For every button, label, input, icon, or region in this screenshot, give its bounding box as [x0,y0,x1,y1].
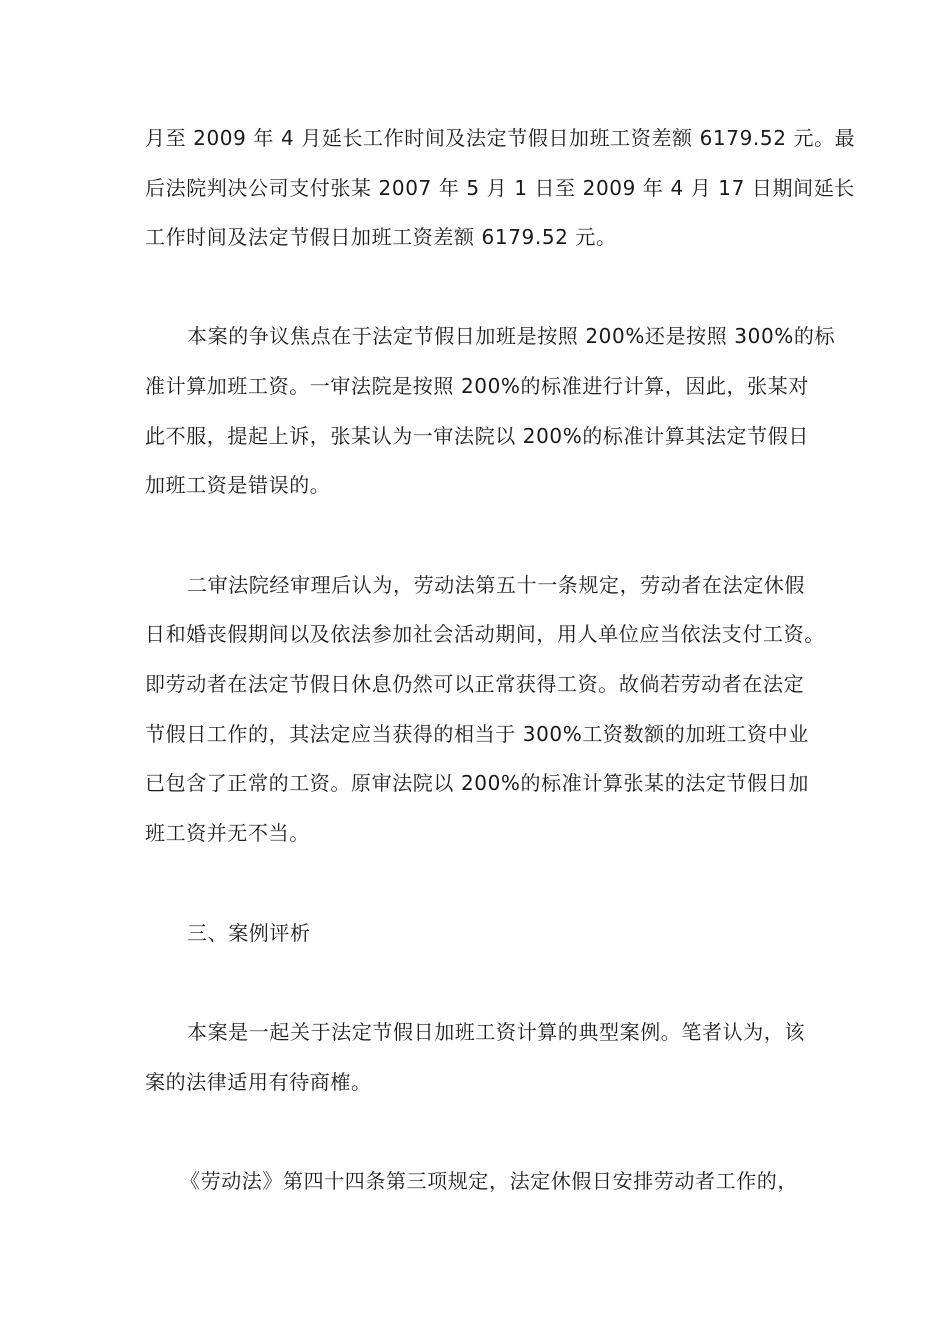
paragraph-1-line-2: 后法院判决公司支付张某 2007 年 5 月 1 日至 2009 年 4 月 17 日期间延长 [145,176,855,200]
paragraph-3-line-1: 二审法院经审理后认为，劳动法第五十一条规定，劳动者在法定休假 [187,573,805,597]
paragraph-1-line-1: 月至 2009 年 4 月延长工作时间及法定节假日加班工资差额 6179.52 元。最 [145,126,856,150]
paragraph-3-line-3: 即劳动者在法定节假日休息仍然可以正常获得工资。故倘若劳动者在法定 [145,672,805,696]
paragraph-2-line-1: 本案的争议焦点在于法定节假日加班是按照 200%还是按照 300%的标 [187,324,836,348]
paragraph-4-line-2: 案的法律适用有待商榷。 [145,1070,372,1094]
paragraph-3-line-5: 已包含了正常的工资。原审法院以 200%的标准计算张某的法定节假日加 [145,771,809,795]
paragraph-2-line-3: 此不服，提起上诉，张某认为一审法院以 200%的标准计算其法定节假日 [145,424,809,448]
paragraph-1-line-3: 工作时间及法定节假日加班工资差额 6179.52 元。 [145,225,617,249]
paragraph-5-line-1: 《劳动法》第四十四条第三项规定，法定休假日安排劳动者工作的， [180,1169,798,1193]
paragraph-2-line-2: 准计算加班工资。一审法院是按照 200%的标准进行计算，因此，张某对 [145,374,809,398]
paragraph-3-line-6: 班工资并无不当。 [145,821,310,845]
paragraph-3-line-2: 日和婚丧假期间以及依法参加社会活动期间，用人单位应当依法支付工资。 [145,622,825,646]
paragraph-3-line-4: 节假日工作的，其法定应当获得的相当于 300%工资数额的加班工资中业 [145,722,809,746]
paragraph-4-line-1: 本案是一起关于法定节假日加班工资计算的典型案例。笔者认为，该 [187,1020,805,1044]
paragraph-2-line-4: 加班工资是错误的。 [145,473,331,497]
section-heading: 三、案例评析 [187,921,311,945]
